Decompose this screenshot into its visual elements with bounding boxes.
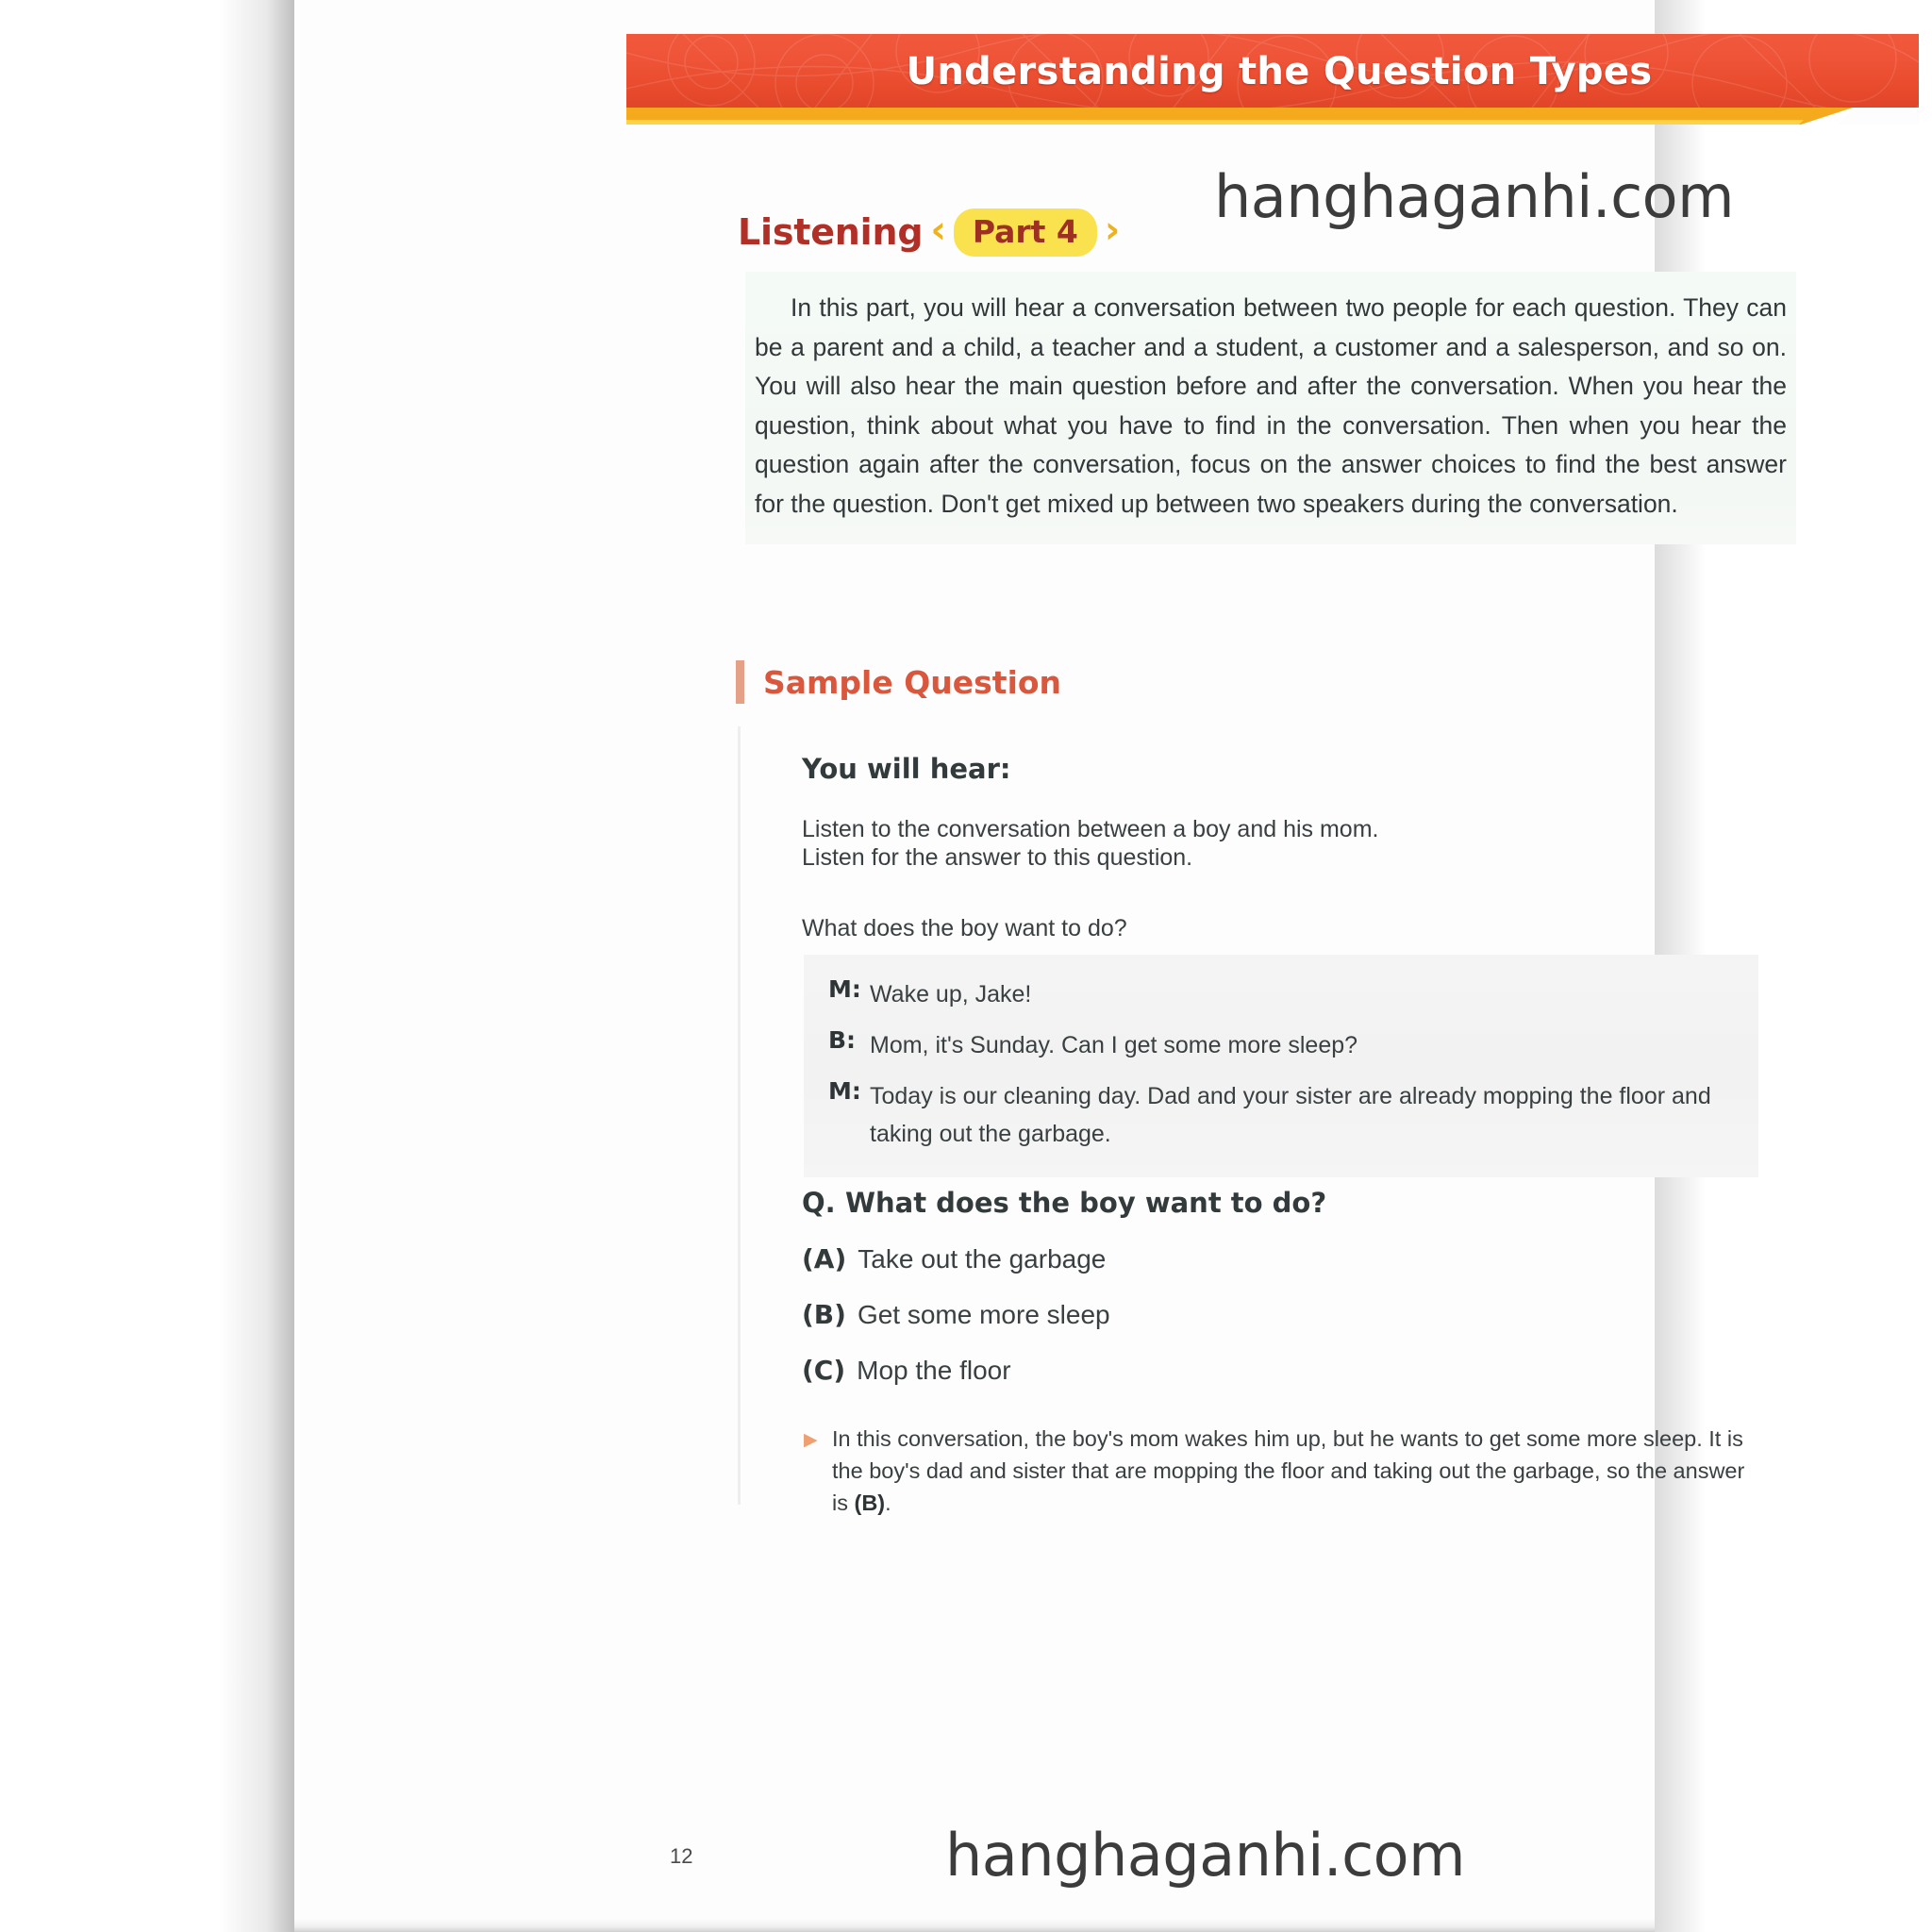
triangle-bullet-icon: ▶ (804, 1430, 818, 1450)
question-block (802, 1187, 1745, 1386)
sample-question-header (736, 660, 1061, 704)
banner-background (626, 34, 1919, 108)
part-badge: Part 4 (954, 208, 1097, 257)
listening-label: Listening (738, 211, 924, 253)
choice-letter: (C) (802, 1355, 846, 1386)
dialogue-row (828, 1026, 1734, 1064)
book-page (294, 0, 1787, 1932)
banner-title: Understanding the Question Types (906, 50, 1653, 93)
chevron-left-icon: ‹ (930, 208, 946, 252)
sample-question-body (802, 753, 1802, 942)
page-number: 12 (670, 1844, 693, 1868)
chevron-right-icon: › (1104, 208, 1121, 252)
dialogue-row (828, 975, 1734, 1013)
watermark-top: hanghaganhi.com (1214, 162, 1735, 231)
explanation-answer: (B) (854, 1491, 886, 1515)
answer-choice-b[interactable] (802, 1299, 1745, 1330)
listening-part-heading (738, 206, 1127, 258)
explanation-text (832, 1423, 1766, 1519)
script-line: Listen to the conversation between a boy and his mom. (802, 816, 1379, 842)
page-bottom-edge (294, 1919, 1655, 1932)
intro-description-box (745, 272, 1796, 544)
choice-text: Get some more sleep (857, 1300, 1110, 1329)
dialogue-text: Wake up, Jake! (870, 981, 1032, 1008)
choice-text: Take out the garbage (858, 1244, 1107, 1274)
choice-letter: (B) (802, 1299, 846, 1330)
spoken-main-question: What does the boy want to do? (802, 915, 1127, 941)
section-banner (626, 34, 1919, 125)
explanation-post: . (885, 1491, 891, 1515)
banner-angled-corner (1796, 34, 1919, 125)
watermark-bottom: hanghaganhi.com (945, 1821, 1466, 1890)
dialogue-row (828, 1077, 1734, 1153)
dialogue-speaker: M: (828, 975, 861, 1003)
explanation-block (804, 1423, 1766, 1519)
dialogue-text: Today is our cleaning day. Dad and your sister are already mopping the floor and taking out the garbage. (870, 1083, 1711, 1147)
choice-letter: (A) (802, 1243, 847, 1274)
dialogue-text: Mom, it's Sunday. Can I get some more sleep? (870, 1032, 1358, 1058)
explanation-pre: In this conversation, the boy's mom wakes him up, but he wants to get some more sleep. It is the boy's dad and sister that are mopping the floor and taking out the garbage, so the answer is (832, 1426, 1745, 1515)
intro-paragraph: In this part, you will hear a conversation between two people for each question. They can be a parent and a child, a teacher and a student, a customer and a salesperson, and so on. You will also hear the main question before and after the conversation. When you hear the question, think about what you have to find in the conversation. Then when you hear the question again after the conversation, focus on the answer choices to find the best answer for the question. Don't get mixed up between two speakers during the conversation. (755, 293, 1787, 518)
choice-text: Mop the floor (857, 1356, 1011, 1385)
sample-question-title: Sample Question (763, 663, 1062, 701)
answer-choice-c[interactable] (802, 1355, 1745, 1386)
banner-trim-shape (626, 108, 1919, 125)
answer-choice-a[interactable] (802, 1243, 1745, 1274)
question-text: What does the boy want to do? (845, 1187, 1327, 1219)
you-will-hear-label: You will hear: (802, 753, 1011, 785)
dialogue-transcript-box (804, 955, 1758, 1177)
page-shadow-left (219, 0, 306, 1932)
script-line: Listen for the answer to this question. (802, 844, 1193, 871)
sample-left-rule (738, 726, 741, 1505)
dialogue-speaker: B: (828, 1026, 857, 1054)
banner-bottom-trim (626, 108, 1919, 125)
question-row (802, 1187, 1745, 1219)
sample-accent-bar (736, 660, 744, 704)
dialogue-speaker: M: (828, 1077, 861, 1105)
question-label: Q. (802, 1187, 836, 1219)
